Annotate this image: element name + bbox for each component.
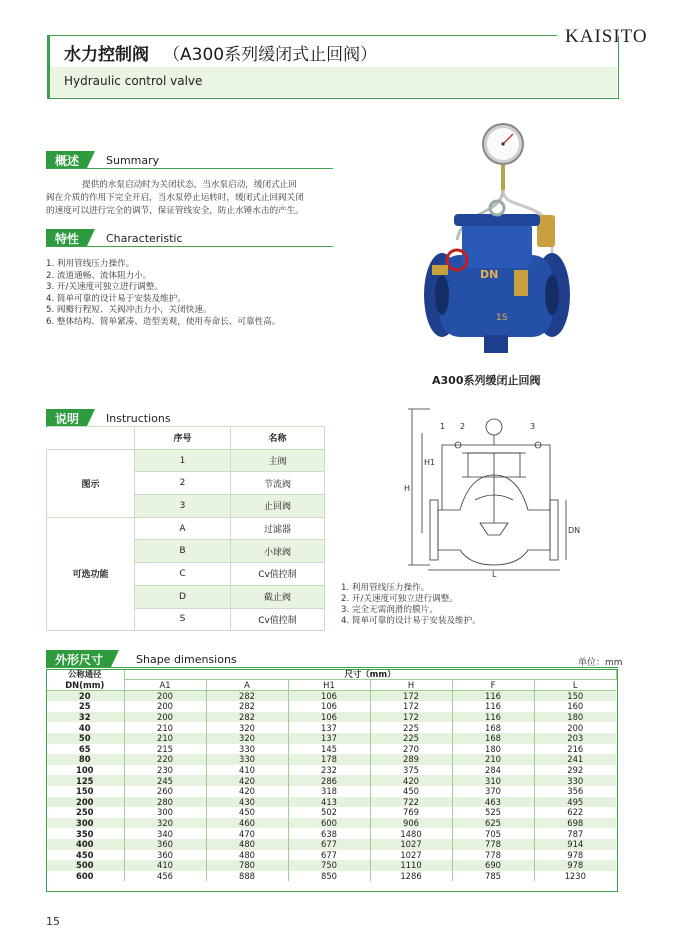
- table-cell: 200: [124, 701, 206, 712]
- table-cell: 270: [370, 744, 452, 755]
- table-cell: 116: [452, 701, 534, 712]
- summary-en: Summary: [106, 154, 160, 167]
- table-cell: 677: [288, 850, 370, 861]
- table-cell: 420: [206, 775, 288, 786]
- table-cell: 785: [452, 871, 534, 882]
- table-cell: 495: [534, 797, 616, 808]
- table-cell: 360: [124, 839, 206, 850]
- table-cell: 677: [288, 839, 370, 850]
- table-cell: 3: [135, 495, 231, 518]
- dn-cell: 50: [46, 733, 124, 744]
- dn-cell: 450: [46, 850, 124, 861]
- table-cell: 1480: [370, 828, 452, 839]
- table-cell: 172: [370, 691, 452, 702]
- table-cell: 978: [534, 850, 616, 861]
- table-cell: 480: [206, 839, 288, 850]
- characteristic-en: Characteristic: [106, 232, 183, 245]
- list-item: 4. 简单可靠的设计易于安装及维护。: [341, 616, 481, 626]
- table-cell: 413: [288, 797, 370, 808]
- table-cell: 888: [206, 871, 288, 882]
- table-cell: Cv值控制: [231, 563, 325, 586]
- instructions-tag: 说明: [46, 409, 87, 426]
- list-item: 1. 利用管线压力操作。: [341, 583, 430, 593]
- table-cell: 463: [452, 797, 534, 808]
- table-cell: 722: [370, 797, 452, 808]
- table-cell: 638: [288, 828, 370, 839]
- table-cell: 225: [370, 733, 452, 744]
- drawing-label-dn: DN: [568, 526, 580, 535]
- table-cell: 356: [534, 786, 616, 797]
- table-cell: 410: [206, 765, 288, 776]
- table-cell: 625: [452, 818, 534, 829]
- notes-list: [341, 583, 481, 627]
- dn-cell: 600: [46, 871, 124, 882]
- size-header: 尺寸（mm）: [124, 669, 616, 680]
- table-cell: 210: [452, 754, 534, 765]
- list-item: 2. 开/关速度可独立进行调整。: [341, 594, 458, 604]
- summary-header: [46, 151, 333, 169]
- table-cell: 282: [206, 691, 288, 702]
- table-cell: 225: [370, 722, 452, 733]
- table-cell: C: [135, 563, 231, 586]
- dn-header: 公称通径: [46, 669, 124, 680]
- table-cell: 460: [206, 818, 288, 829]
- list-item: 6. 整体结构、简单紧凑、造型美观，使用寿命长、可靠性高。: [46, 316, 281, 327]
- dn-cell: 25: [46, 701, 124, 712]
- summary-line: 阀在介质的作用下完全开启，当水泵停止运转时，缓闭式止回阀关闭: [46, 193, 304, 203]
- table-cell: 210: [124, 722, 206, 733]
- table-cell: 750: [288, 860, 370, 871]
- table-cell: 370: [452, 786, 534, 797]
- table-cell: 698: [534, 818, 616, 829]
- table-cell: 160: [534, 701, 616, 712]
- table-cell: 260: [124, 786, 206, 797]
- table-cell: 850: [288, 871, 370, 882]
- table-cell: 284: [452, 765, 534, 776]
- list-item: 1. 利用管线压力操作。: [46, 259, 135, 269]
- drawing-label-2: 2: [460, 422, 466, 431]
- drawing-label-h: H: [404, 484, 411, 493]
- instructions-en: Instructions: [106, 412, 171, 425]
- table-cell: 1027: [370, 839, 452, 850]
- dimensions-frame: [46, 669, 618, 892]
- table-cell: 2: [135, 472, 231, 495]
- table-cell: 778: [452, 839, 534, 850]
- dn-cell: 350: [46, 828, 124, 839]
- group-label: 可选功能: [47, 517, 135, 630]
- table-cell: 420: [370, 775, 452, 786]
- drawing-label-1: 1: [440, 422, 446, 431]
- table-cell: 200: [124, 712, 206, 723]
- table-cell: 210: [124, 733, 206, 744]
- table-cell: 1230: [534, 871, 616, 882]
- table-cell: 180: [452, 744, 534, 755]
- table-cell: 116: [452, 691, 534, 702]
- brand-logo: KAISITO: [565, 26, 648, 47]
- dn-cell: 80: [46, 754, 124, 765]
- table-cell: S: [135, 608, 231, 631]
- table-cell: 282: [206, 712, 288, 723]
- valve-photo: [402, 120, 578, 358]
- dimensions-header: [46, 650, 618, 668]
- table-cell: B: [135, 540, 231, 563]
- table-cell: 过滤器: [231, 517, 325, 540]
- dn-cell: 500: [46, 860, 124, 871]
- table-cell: 137: [288, 733, 370, 744]
- table-cell: 450: [370, 786, 452, 797]
- list-item: 3. 开/关速度可独立进行调整。: [46, 282, 163, 292]
- list-item: 4. 简单可靠的设计易于安装及维护。: [46, 293, 186, 304]
- dn-header: DN(mm): [46, 680, 124, 691]
- summary-line: 提供的水泵启动时为关闭状态，当水泵启动，缓闭式止回: [82, 180, 297, 190]
- table-cell: 1110: [370, 860, 452, 871]
- column-header: L: [534, 680, 616, 691]
- column-header: A: [206, 680, 288, 691]
- table-cell: 430: [206, 797, 288, 808]
- table-cell: 145: [288, 744, 370, 755]
- table-cell: 787: [534, 828, 616, 839]
- table-cell: 289: [370, 754, 452, 765]
- table-cell: 778: [452, 850, 534, 861]
- dn-cell: 40: [46, 722, 124, 733]
- table-cell: 456: [124, 871, 206, 882]
- table-cell: 292: [534, 765, 616, 776]
- unit-label: 单位：mm: [578, 658, 623, 668]
- drawing-label-h1: H1: [424, 458, 436, 467]
- table-cell: 168: [452, 733, 534, 744]
- table-cell: 106: [288, 712, 370, 723]
- table-cell: 360: [124, 850, 206, 861]
- table-cell: 320: [206, 733, 288, 744]
- table-cell: 1286: [370, 871, 452, 882]
- table-cell: 1027: [370, 850, 452, 861]
- instructions-header: [46, 409, 323, 427]
- dimensions-tag: 外形尺寸: [46, 650, 111, 667]
- summary-text: [46, 179, 336, 218]
- table-cell: 截止阀: [231, 585, 325, 608]
- dn-cell: 250: [46, 807, 124, 818]
- table-cell: 622: [534, 807, 616, 818]
- column-header: A1: [124, 680, 206, 691]
- table-cell: 241: [534, 754, 616, 765]
- table-cell: 320: [206, 722, 288, 733]
- table-cell: 330: [206, 754, 288, 765]
- table-cell: 320: [124, 818, 206, 829]
- column-header: H: [370, 680, 452, 691]
- table-cell: 主阀: [231, 449, 325, 472]
- table-cell: 178: [288, 754, 370, 765]
- list-item: 3. 完全无需润滑的膜片。: [341, 605, 438, 615]
- title-series: （A300系列缓闭式止回阀）: [163, 45, 378, 65]
- drawing-label-3: 3: [530, 422, 536, 431]
- table-cell: 420: [206, 786, 288, 797]
- table-cell: 280: [124, 797, 206, 808]
- photo-caption: A300系列缓闭止回阀: [432, 374, 541, 387]
- table-cell: A: [135, 517, 231, 540]
- table-cell: 172: [370, 701, 452, 712]
- dn-cell: 200: [46, 797, 124, 808]
- table-cell: 137: [288, 722, 370, 733]
- brand-marking: 1S: [496, 313, 508, 323]
- dn-cell: 400: [46, 839, 124, 850]
- table-cell: 216: [534, 744, 616, 755]
- summary-line: 的速度可以进行完全的调节，保证管线安全，防止水锤水击的产生。: [46, 206, 304, 216]
- table-cell: 168: [452, 722, 534, 733]
- dn-cell: 300: [46, 818, 124, 829]
- valve-drawing: [400, 405, 580, 577]
- table-cell: 769: [370, 807, 452, 818]
- characteristic-list: [46, 259, 336, 328]
- table-cell: 300: [124, 807, 206, 818]
- table-header: 名称: [231, 427, 325, 450]
- table-cell: 375: [370, 765, 452, 776]
- table-cell: 116: [452, 712, 534, 723]
- dn-marking: DN: [480, 268, 499, 281]
- instructions-table: [46, 426, 325, 631]
- table-cell: 200: [534, 722, 616, 733]
- table-cell: 150: [534, 691, 616, 702]
- page-number: 15: [46, 915, 60, 928]
- table-cell: 232: [288, 765, 370, 776]
- table-cell: 172: [370, 712, 452, 723]
- dimensions-en: Shape dimensions: [136, 653, 237, 666]
- table-cell: 780: [206, 860, 288, 871]
- table-cell: 106: [288, 701, 370, 712]
- table-cell: 906: [370, 818, 452, 829]
- dn-cell: 32: [46, 712, 124, 723]
- table-cell: 330: [534, 775, 616, 786]
- table-cell: D: [135, 585, 231, 608]
- table-cell: 600: [288, 818, 370, 829]
- table-cell: 282: [206, 701, 288, 712]
- dn-cell: 20: [46, 691, 124, 702]
- table-cell: 330: [206, 744, 288, 755]
- group-label: 图示: [47, 449, 135, 517]
- table-cell: 310: [452, 775, 534, 786]
- table-cell: 1: [135, 449, 231, 472]
- table-cell: 480: [206, 850, 288, 861]
- table-cell: 180: [534, 712, 616, 723]
- column-header: F: [452, 680, 534, 691]
- page-title: [64, 40, 377, 65]
- characteristic-header: [46, 229, 333, 247]
- table-cell: Cv值控制: [231, 608, 325, 631]
- table-cell: 止回阀: [231, 495, 325, 518]
- table-cell: 340: [124, 828, 206, 839]
- page-subtitle: Hydraulic control valve: [64, 74, 203, 88]
- table-cell: 690: [452, 860, 534, 871]
- table-cell: 410: [124, 860, 206, 871]
- dn-cell: 150: [46, 786, 124, 797]
- table-cell: 215: [124, 744, 206, 755]
- dn-cell: 125: [46, 775, 124, 786]
- dn-cell: 65: [46, 744, 124, 755]
- table-cell: 318: [288, 786, 370, 797]
- drawing-label-l: L: [492, 570, 497, 577]
- table-cell: 450: [206, 807, 288, 818]
- table-cell: 245: [124, 775, 206, 786]
- table-cell: 502: [288, 807, 370, 818]
- table-cell: 286: [288, 775, 370, 786]
- table-cell: 200: [124, 691, 206, 702]
- table-cell: 525: [452, 807, 534, 818]
- dn-cell: 100: [46, 765, 124, 776]
- table-cell: 203: [534, 733, 616, 744]
- characteristic-tag: 特性: [46, 229, 87, 246]
- table-cell: 914: [534, 839, 616, 850]
- table-cell: 705: [452, 828, 534, 839]
- table-cell: [47, 427, 135, 450]
- summary-tag: 概述: [46, 151, 87, 168]
- list-item: 2. 流道通畅、流体阻力小。: [46, 270, 152, 281]
- column-header: H1: [288, 680, 370, 691]
- table-cell: 470: [206, 828, 288, 839]
- list-item: 5. 阀瓣行程短、关阀冲击力小，关闭快速。: [46, 305, 212, 315]
- table-cell: 节流阀: [231, 472, 325, 495]
- table-cell: 220: [124, 754, 206, 765]
- table-header: 序号: [135, 427, 231, 450]
- title-cn: 水力控制阀: [64, 45, 149, 65]
- table-cell: 小球阀: [231, 540, 325, 563]
- table-cell: 978: [534, 860, 616, 871]
- table-cell: 230: [124, 765, 206, 776]
- table-cell: 106: [288, 691, 370, 702]
